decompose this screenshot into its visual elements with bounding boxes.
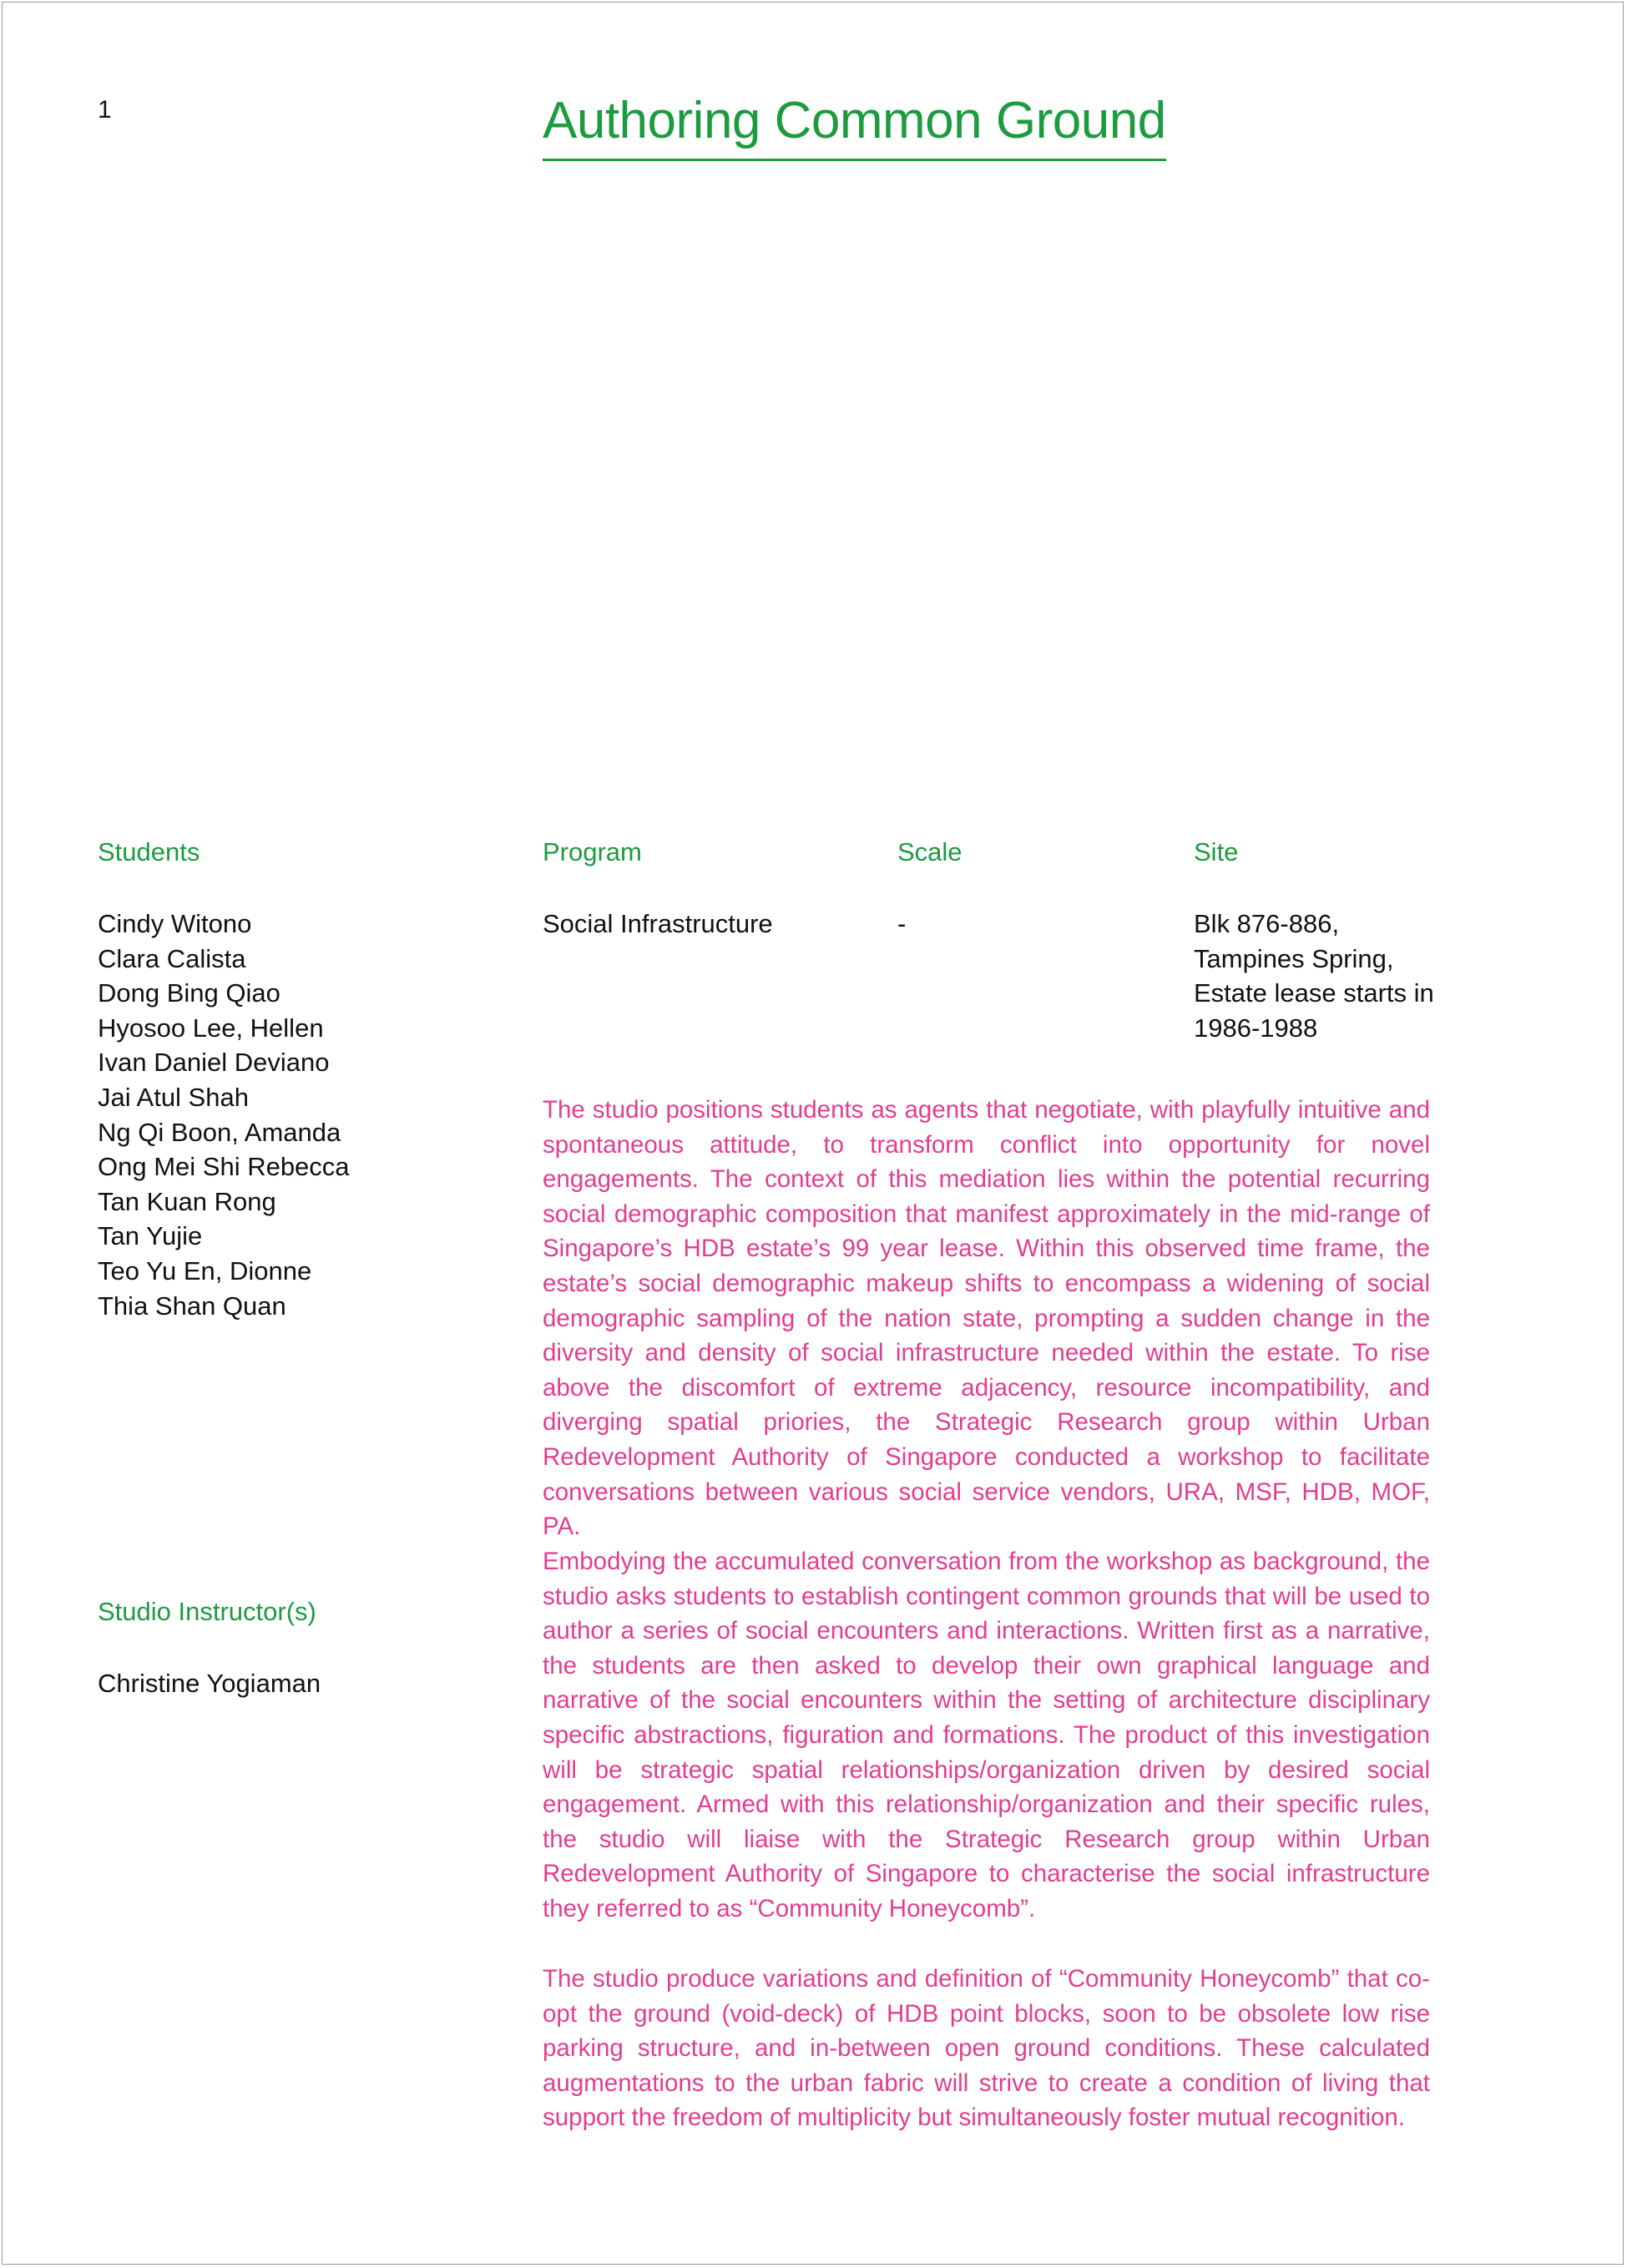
description-paragraph: The studio positions students as agents that negotiate, with playfully intuitive and spontaneous attitude, to transform conflict into opportunity for novel engagements. The context of this mediation lies within the potential recurring social demographic composition that manifest approximately in the mid-range of Singapore’s HDB estate’s 99 year lease. Within this observed time frame, the estate’s social demographic makeup shifts to encompass a widening of social demographic sampling of the nation state, prompting a sudden change in the diversity and density of social infrastructure needed within the estate. To rise above the discomfort of extreme adjacency, resource incompatibility, and diverging spatial priories, the Strategic Research group within Urban Redevelopment Authority of Singapore conducted a workshop to facilitate conversations between various social service vendors, URA, MSF, HDB, MOF, PA. — [543, 1096, 1430, 1541]
instructors-label: Studio Instructor(s) — [98, 1597, 316, 1626]
student-name: Dong Bing Qiao — [98, 978, 280, 1008]
description-paragraph: Embodying the accumulated conversation from the workshop as background, the studio asks students to establish contingent common grounds that will be used to author a series of social encounters and interactions. Written first as a narrative, the students are then asked to develop their own graphical language and narrative of the social encounters within the setting of architecture disciplinary specific abstractions, figuration and formations. The product of this investigation will be strategic spatial relationships/organization driven by desired social engagement. Armed with this relationship/organization and their specific rules, the studio will liaise with the Strategic Research group within Urban Redevelopment Authority of Singapore to characterise the social infrastructure they referred to as “Community Honeycomb”. — [543, 1548, 1430, 1922]
student-name: Tan Yujie — [98, 1221, 203, 1251]
student-name: Jai Atul Shah — [98, 1082, 249, 1112]
site-value — [1194, 907, 1434, 1045]
student-name: Ong Mei Shi Rebecca — [98, 1152, 350, 1182]
program-label: Program — [543, 837, 642, 866]
student-name: Clara Calista — [98, 943, 246, 973]
site-line: Blk 876-886, — [1194, 909, 1340, 938]
student-name: Cindy Witono — [98, 909, 252, 938]
instructor-name: Christine Yogiaman — [98, 1669, 321, 1698]
site-line: Tampines Spring, — [1194, 943, 1394, 973]
site-line: 1986-1988 — [1194, 1013, 1318, 1043]
student-name: Thia Shan Quan — [98, 1291, 286, 1321]
page-number: 1 — [98, 96, 112, 124]
student-name: Ivan Daniel Deviano — [98, 1048, 330, 1078]
page-title: Authoring Common Ground — [543, 88, 1166, 161]
site-line: Estate lease starts in — [1194, 978, 1434, 1008]
student-name: Ng Qi Boon, Amanda — [98, 1117, 341, 1147]
student-name: Teo Yu En, Dionne — [98, 1255, 312, 1286]
students-list — [98, 907, 350, 1323]
description-paragraph: The studio produce variations and definition of “Community Honeycomb” that co-opt the ground (void-deck) of HDB point blocks, soon to be obsolete low rise parking structure, and in-between open ground conditions. These calculated augmentations to the urban fabric will strive to create a condition of living that support the freedom of multiplicity but simultaneously foster mutual recognition. — [543, 1965, 1430, 2132]
student-name: Tan Kuan Rong — [98, 1186, 276, 1216]
instructors-list — [98, 1666, 321, 1701]
program-value: Social Infrastructure — [543, 909, 773, 938]
site-label: Site — [1194, 837, 1239, 866]
students-label: Students — [98, 837, 200, 866]
scale-label: Scale — [897, 837, 963, 866]
scale-value: - — [897, 909, 907, 938]
student-name: Hyosoo Lee, Hellen — [98, 1013, 324, 1043]
